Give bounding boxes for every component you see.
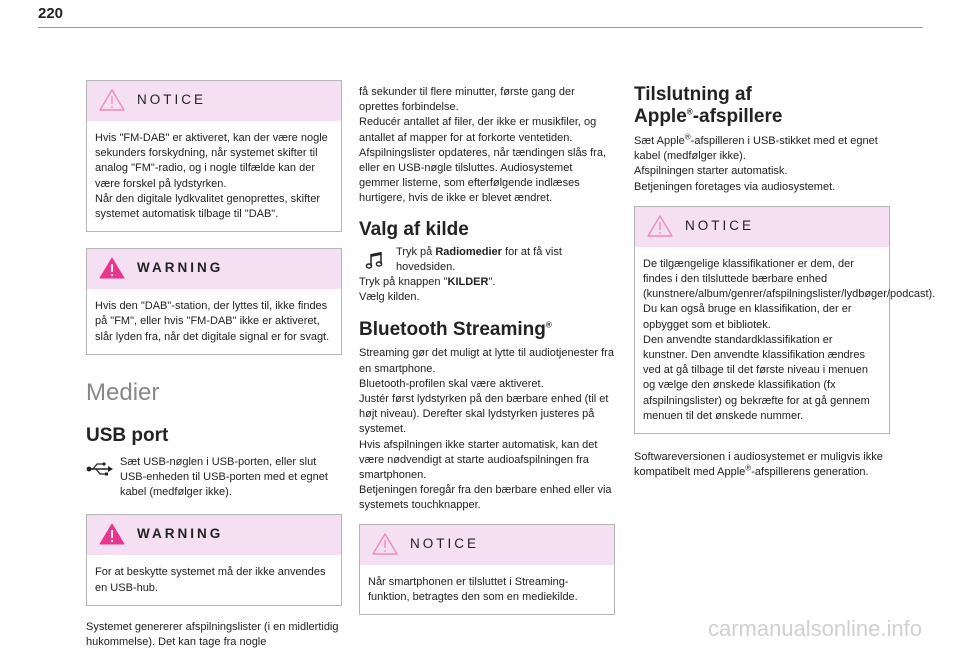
notice-box [359,524,615,615]
source-heading: Valg af kilde [359,218,469,240]
usb-text: Sæt USB-nøglen i USB-porten, eller slut USB-enheden til USB-porten med et egnet kabel (medfølger ikke). [120,455,328,499]
warning-box [86,248,342,355]
header-rule [38,27,923,28]
warning-triangle-icon [99,257,125,279]
radiomedier-label: Radiomedier [435,245,502,258]
page-number: 220 [38,5,64,22]
usb-icon [86,461,114,477]
music-note-icon [365,250,385,270]
source-post: for at få vist hovedsiden. [396,245,562,273]
kilder-post: ". [488,276,496,289]
warning-text: For at beskytte systemet må der ikke anvendes en USB-hub. [95,566,326,594]
notice-box [634,206,936,434]
apple-heading-line1: Tilslutning af [634,84,752,105]
select-source-text: Vælg kilden. [359,291,420,304]
apple-intro [634,134,890,195]
software-text-b: -afspillerens generation. [751,466,869,479]
apple-heading-apple: Apple [634,106,687,127]
continued-text: få sekunder til flere minutter, første gang der oprettes forbindelse. Reducér antallet af filer, der ikke er musikfiler, og antallet af mapper for at forkorte ventetiden. Afspilningslister opdateres, når tændingen slås fra, eller en USB-nøgle tilsluttes. Audiosystemet gemmer listerne, som efterfølgende indlæses hurtigere, hvis de ikke er blevet ændret. [359,86,607,205]
notice-triangle-icon [647,215,673,237]
column-2 [359,85,615,631]
notice-triangle-icon [99,89,125,111]
warning-title: WARNING [137,526,224,542]
apple-heading-rest: -afspillere [692,106,783,127]
usb-heading: USB port [86,424,169,446]
usb-instruction [86,455,342,501]
software-text [634,450,890,480]
column-3 [634,84,936,480]
watermark: carmanualsonline.info [707,616,922,641]
bluetooth-heading-text: Bluetooth Streaming [359,319,546,341]
warning-box [86,514,342,605]
registered-mark: ® [745,463,752,473]
warning-text: Hvis den "DAB"-station, der lyttes til, ikke findes på "FM", eller hvis "FM-DAB" ikke er aktiveret, slår lyden fra, når det digitale signal er for svagt. [95,300,330,343]
source-instruction [359,245,615,275]
warning-title: WARNING [137,260,224,276]
registered-mark: ® [684,132,691,142]
notice-title: NOTICE [410,535,480,551]
notice-title: NOTICE [685,217,755,233]
notice-text: Når smartphonen er tilsluttet i Streaming-funktion, betragtes den som en mediekilde. [368,575,578,603]
bluetooth-heading [359,318,615,341]
kilder-label: KILDER [447,276,489,289]
column-1 [86,80,342,650]
notice-title: NOTICE [137,92,207,107]
notice-triangle-icon [372,533,398,555]
software-text-a: Softwareversionen i audiosystemet er muligvis ikke kompatibelt med Apple [634,451,883,479]
warning-triangle-icon [99,523,125,545]
apple-intro-b: -afspilleren i USB-stikket med et egnet kabel (medfølger ikke). Afspilningen starter automatisk. Betjeningen foretages via audiosystemet. [634,135,878,193]
notice-text: Hvis "FM-DAB" er aktiveret, kan der være nogle sekunders forskydning, når systemet skifter til analog "FM"-radio, og i nogle tilfælde kan der være forskel på lydstyrken. Når den digitale lydkvalitet genoprettes, skifter systemet automatisk tilbage til "DAB". [95,132,328,221]
registered-mark: ® [545,321,552,331]
notice-box [86,80,342,232]
section-title: Medier [86,378,160,406]
apple-intro-a: Sæt Apple [634,135,685,147]
source-pre: Tryk på [396,245,436,258]
playlists-text: Systemet genererer afspilningslister (i en midlertidig hukommelse). Det kan tage fra nogle [86,620,339,649]
bluetooth-text: Streaming gør det muligt at lytte til audiotjenester fra en smartphone. Bluetooth-profilen skal være aktiveret. Justér først lydstyrken på den bærbare enhed (til et højt niveau). Derefter skal lydstyrken justeres på systemet. Hvis afspilningen ikke starter automatisk, kan det være nødvendigt at starte audioafspilningen fra smartphonen. Betjeningen foregår fra den bærbare enhed eller via systemets touchknapper. [359,347,614,512]
notice-text: De tilgængelige klassifikationer er dem, der findes i den tilsluttede bærbare enhed (kunstnere/album/genrer/afspilningslister/lydbøger/podcast). Du kan også bruge en klassifikation, der er opbygget som et bibliotek. Den anvendte standardklassifikation er kunstner. Den anvendte klassifikation ændres ved at gå tilbage til det første niveau i menuen og vælge den ønskede klassifikation (fx afspilningslister) og bekræfte for at gå gennem menuen til det ønskede nummer. [643,257,936,422]
apple-heading [634,84,890,128]
registered-mark: ® [686,107,693,117]
kilder-pre: Tryk på knappen " [359,276,448,289]
